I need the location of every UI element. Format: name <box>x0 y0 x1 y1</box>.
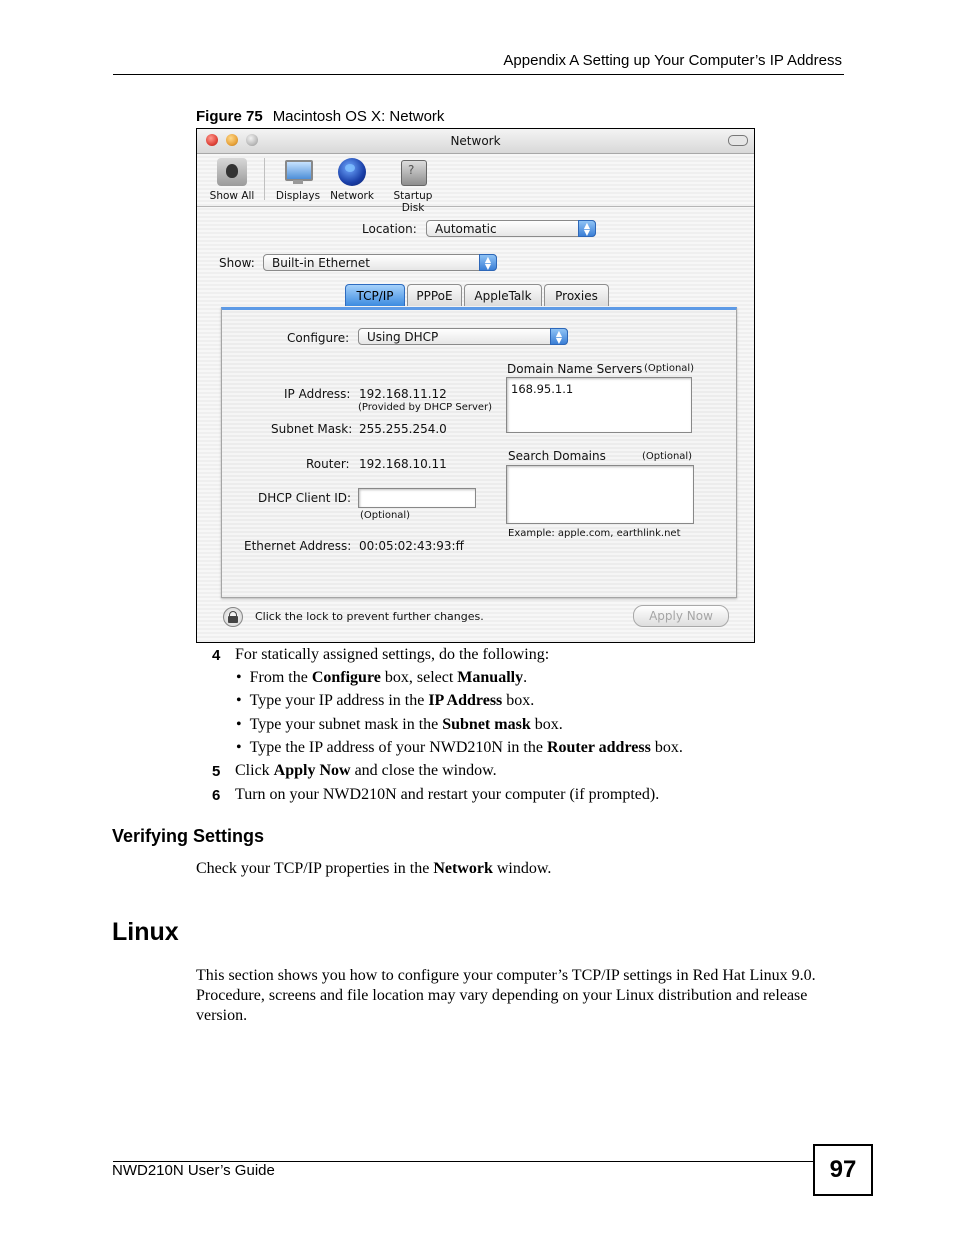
toolbar-separator <box>264 158 265 200</box>
window-titlebar <box>197 129 754 154</box>
toolbar-show-all[interactable] <box>207 158 257 202</box>
toolbar-displays[interactable] <box>274 158 322 202</box>
bold-text: Subnet mask <box>442 716 531 733</box>
bullet-icon: • <box>236 669 250 686</box>
bullet-icon: • <box>236 739 250 756</box>
text: From the <box>249 669 312 686</box>
popup-arrows-icon: ▲ ▼ <box>550 328 568 345</box>
toolbar-label: Network <box>330 190 374 202</box>
text: Type your IP address in the <box>249 692 429 709</box>
step-number: 6 <box>212 787 221 804</box>
router-value: 192.168.10.11 <box>359 457 447 471</box>
footer-guide-title: NWD210N User’s Guide <box>112 1162 275 1179</box>
toolbar-toggle-icon[interactable] <box>728 135 748 146</box>
globe-icon <box>337 158 367 186</box>
ethernet-address-label: Ethernet Address: <box>244 539 352 553</box>
bold-text: Configure <box>311 669 381 686</box>
apple-prefs-icon <box>217 158 247 186</box>
bullet-ip-address <box>236 692 534 710</box>
lock-icon[interactable] <box>223 607 243 627</box>
configure-popup[interactable] <box>358 328 568 345</box>
text: window. <box>492 860 552 877</box>
subnet-mask-label: Subnet Mask: <box>271 422 353 436</box>
apply-now-button[interactable]: Apply Now <box>633 605 729 627</box>
monitor-icon <box>283 158 313 186</box>
window-title: Network <box>450 134 501 148</box>
show-value: Built-in Ethernet <box>272 256 370 270</box>
text: Check your TCP/IP properties in the <box>196 860 434 877</box>
disk-icon: ? <box>398 158 428 186</box>
bullet-subnet-mask <box>236 716 563 734</box>
dns-label: Domain Name Servers <box>507 362 643 376</box>
bullet-router-address <box>236 739 683 757</box>
figure-label: Figure 75 <box>196 108 263 125</box>
linux-intro-text: This section shows you how to configure your computer’s TCP/IP settings in Red Hat Linux 9.0. Procedure, screens and file location may vary depending on your Linux distribution and release version. <box>196 967 816 1024</box>
verifying-settings-text <box>196 859 842 879</box>
text: box. <box>502 692 535 709</box>
tab-pppoe[interactable]: PPPoE <box>407 284 462 306</box>
router-label: Router: <box>306 457 350 471</box>
dns-optional: (Optional) <box>644 363 695 374</box>
toolbar-label: Startup Disk <box>393 190 433 214</box>
configure-label: Configure: <box>287 331 350 345</box>
toolbar-label: Show All <box>209 190 255 202</box>
show-popup[interactable] <box>263 254 497 271</box>
dhcp-client-id-label: DHCP Client ID: <box>258 491 352 505</box>
text: Type the IP address of your NWD210N in the <box>249 739 547 756</box>
step-text: Turn on your NWD210N and restart your computer (if prompted). <box>235 786 660 803</box>
tab-proxies[interactable]: Proxies <box>544 284 609 306</box>
header-rule <box>113 74 844 75</box>
bullet-icon: • <box>236 716 250 733</box>
linux-heading: Linux <box>112 918 179 946</box>
step-number: 4 <box>212 647 221 664</box>
popup-arrows-icon: ▲ ▼ <box>578 220 596 237</box>
lock-message: Click the lock to prevent further changes. <box>255 610 484 623</box>
popup-arrows-icon: ▲ ▼ <box>479 254 497 271</box>
show-label: Show: <box>219 256 255 270</box>
location-popup[interactable] <box>426 220 596 237</box>
step-number: 5 <box>212 763 221 780</box>
bold-text: IP Address <box>428 692 503 709</box>
text: box. <box>650 739 683 756</box>
location-value: Automatic <box>435 222 497 236</box>
text: box. <box>530 716 563 733</box>
prefs-toolbar <box>197 154 754 214</box>
toolbar-label: Displays <box>275 190 321 202</box>
configure-value: Using DHCP <box>367 330 439 344</box>
ip-address-label: IP Address: <box>284 387 351 401</box>
step-text <box>235 762 497 780</box>
verifying-settings-heading: Verifying Settings <box>112 826 265 846</box>
figure-caption <box>196 108 444 125</box>
tab-tcpip[interactable]: TCP/IP <box>345 284 405 306</box>
text: and close the window. <box>350 762 497 779</box>
location-label: Location: <box>362 222 417 236</box>
search-domains-label: Search Domains <box>508 449 606 463</box>
ethernet-address-value: 00:05:02:43:93:ff <box>359 539 464 553</box>
bullet-configure <box>236 669 527 687</box>
ip-address-note: (Provided by DHCP Server) <box>358 402 493 413</box>
figure-title: Macintosh OS X: Network <box>272 108 445 125</box>
text: . <box>523 669 528 686</box>
page-number: 97 <box>813 1144 873 1196</box>
bullet-icon: • <box>236 692 250 709</box>
bold-text: Router address <box>546 739 651 756</box>
bold-text: Network <box>433 860 493 877</box>
toolbar-network[interactable] <box>327 158 377 202</box>
search-domains-example: Example: apple.com, earthlink.net <box>508 528 681 539</box>
ip-address-value: 192.168.11.12 <box>359 387 447 401</box>
search-domains-textarea[interactable] <box>506 465 694 524</box>
dhcp-client-id-input[interactable] <box>358 488 476 508</box>
dhcp-client-id-note: (Optional) <box>360 510 411 521</box>
search-domains-optional: (Optional) <box>642 451 693 462</box>
dns-value: 168.95.1.1 <box>511 382 574 396</box>
tab-appletalk[interactable]: AppleTalk <box>464 284 542 306</box>
subnet-mask-value: 255.255.254.0 <box>359 422 447 436</box>
toolbar-startup-disk[interactable] <box>381 158 445 214</box>
text: box, select <box>380 669 458 686</box>
network-window <box>196 128 755 643</box>
step-text: For statically assigned settings, do the following: <box>235 646 550 663</box>
text: Click <box>235 762 274 779</box>
text: Type your subnet mask in the <box>249 716 443 733</box>
dns-textarea[interactable] <box>506 377 692 433</box>
bold-text: Manually <box>457 669 524 686</box>
bold-text: Apply Now <box>273 762 351 779</box>
running-header: Appendix A Setting up Your Computer’s IP Address <box>503 52 842 69</box>
